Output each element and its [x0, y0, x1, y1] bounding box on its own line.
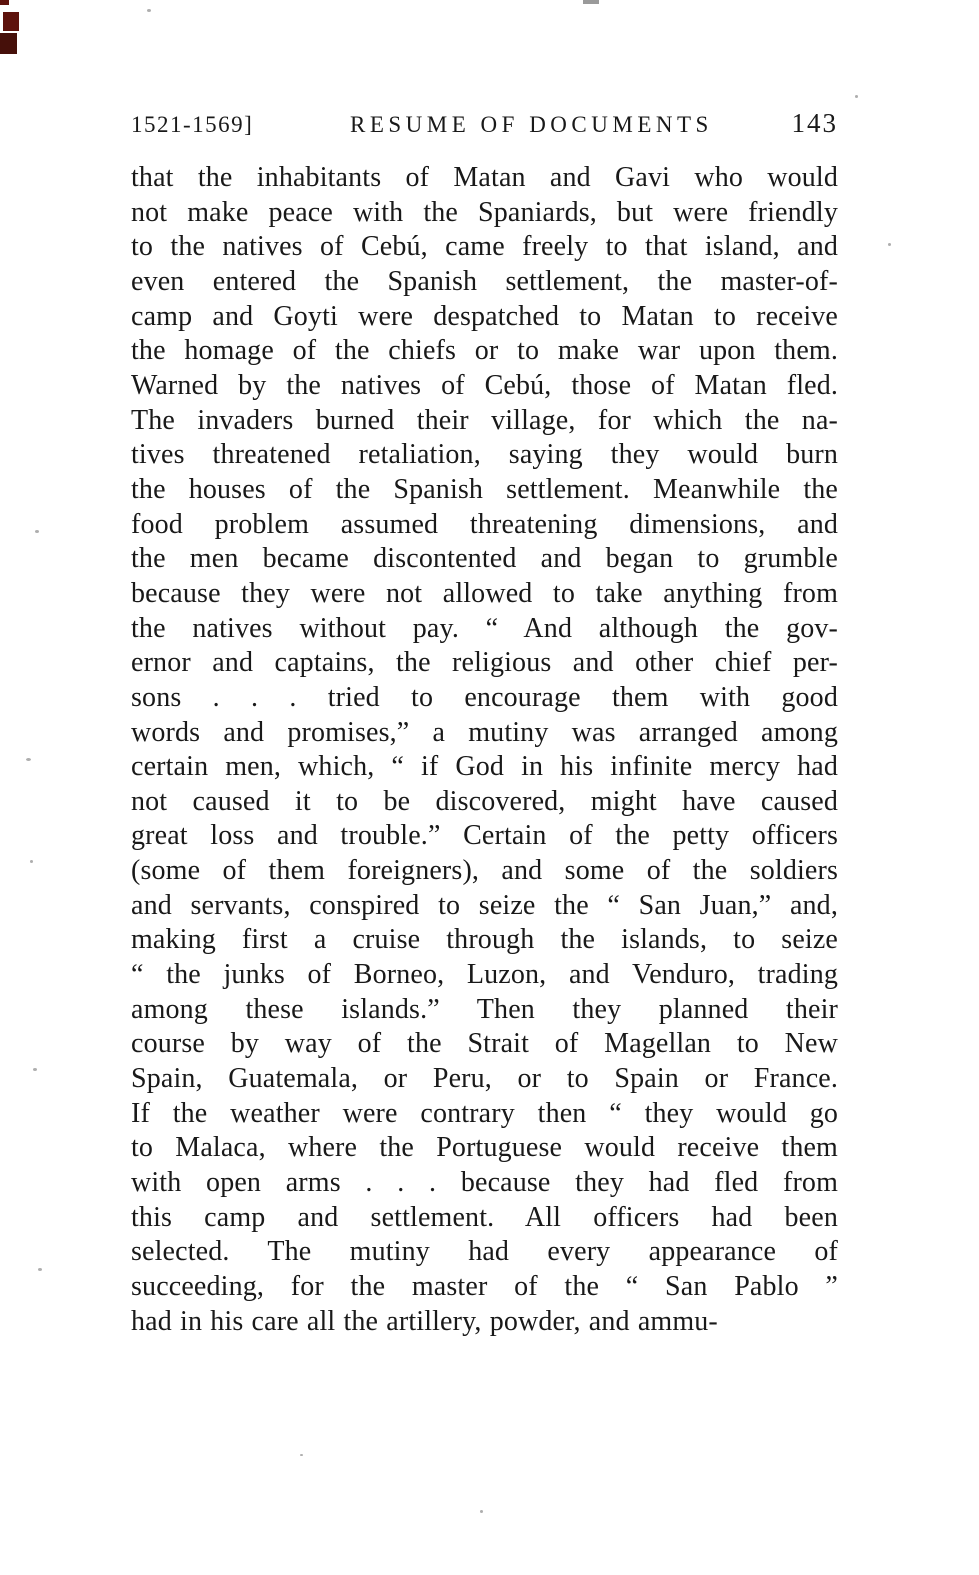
body-line: camp and Goyti were despatched to Matan to receive [131, 300, 838, 332]
body-line: food problem assumed threatening dimensions, and [131, 508, 838, 540]
body-line: this camp and settlement. All officers had been [131, 1201, 838, 1233]
header-page-number: 143 [791, 108, 838, 138]
body-line: course by way of the Strait of Magellan to New [131, 1028, 838, 1060]
body-line: to Malaca, where the Portuguese would receive them [131, 1132, 838, 1164]
scan-speck [38, 1268, 42, 1271]
body-line: because they were not allowed to take anything from [131, 577, 838, 609]
body-line: Spain, Guatemala, or Peru, or to Spain or France. [131, 1063, 838, 1095]
body-line: not make peace with the Spaniards, but were friendly [131, 196, 838, 228]
scan-artifact-top-corner [0, 0, 9, 5]
body-line: not caused it to be discovered, might have caused [131, 785, 838, 817]
body-line: among these islands.” Then they planned their [131, 993, 838, 1025]
body-line: had in his care all the artillery, powder, and ammu- [131, 1305, 718, 1337]
body-line: words and promises,” a mutiny was arranged among [131, 716, 838, 748]
scan-speck [26, 758, 31, 761]
scan-artifact-top-center-dash [583, 0, 599, 4]
body-line: making first a cruise through the islands, to seize [131, 924, 838, 956]
body-line: (some of them foreigners), and some of the soldiers [131, 855, 838, 887]
body-line: the natives without pay. “ And although the gov- [131, 612, 838, 644]
page-header [131, 108, 838, 139]
scan-artifact-left-edge-lower [0, 33, 17, 54]
body-line: selected. The mutiny had every appearance of [131, 1236, 838, 1268]
scan-speck [888, 243, 891, 246]
body-line: great loss and trouble.” Certain of the petty officers [131, 820, 838, 852]
body-line: and servants, conspired to seize the “ San Juan,” and, [131, 889, 838, 921]
body-line: to the natives of Cebú, came freely to that island, and [131, 231, 838, 263]
body-line: tives threatened retaliation, saying they would burn [131, 439, 838, 471]
body-line: the men became discontented and began to grumble [131, 543, 838, 575]
body-line: If the weather were contrary then “ they would go [131, 1097, 838, 1129]
scan-speck [300, 1454, 303, 1456]
body-line: sons . . . tried to encourage them with good [131, 681, 838, 713]
body-line: ernor and captains, the religious and other chief per- [131, 647, 838, 679]
header-running-title: RESUME OF DOCUMENTS [350, 112, 713, 137]
body-line: the houses of the Spanish settlement. Meanwhile the [131, 473, 838, 505]
scan-speck [35, 530, 39, 533]
page-body [131, 161, 838, 1339]
body-line: that the inhabitants of Matan and Gavi who would [131, 162, 838, 193]
body-line: Warned by the natives of Cebú, those of Matan fled. [131, 369, 838, 401]
body-line: the homage of the chiefs or to make war upon them. [131, 335, 838, 367]
scan-speck [33, 1068, 37, 1071]
body-line: The invaders burned their village, for which the na- [131, 404, 838, 436]
scan-speck [30, 860, 33, 863]
scan-speck [855, 95, 858, 98]
scan-speck [147, 9, 151, 12]
body-line: “ the junks of Borneo, Luzon, and Venduro, trading [131, 959, 838, 991]
scan-artifact-left-edge-upper [3, 12, 19, 31]
body-line: even entered the Spanish settlement, the master-of- [131, 265, 838, 297]
scan-speck [480, 1510, 483, 1513]
body-line: certain men, which, “ if God in his infinite mercy had [131, 751, 838, 783]
body-line: succeeding, for the master of the “ San Pablo ” [131, 1271, 838, 1302]
header-date-range: 1521-1569] [131, 112, 254, 137]
body-line: with open arms . . . because they had fled from [131, 1167, 838, 1199]
